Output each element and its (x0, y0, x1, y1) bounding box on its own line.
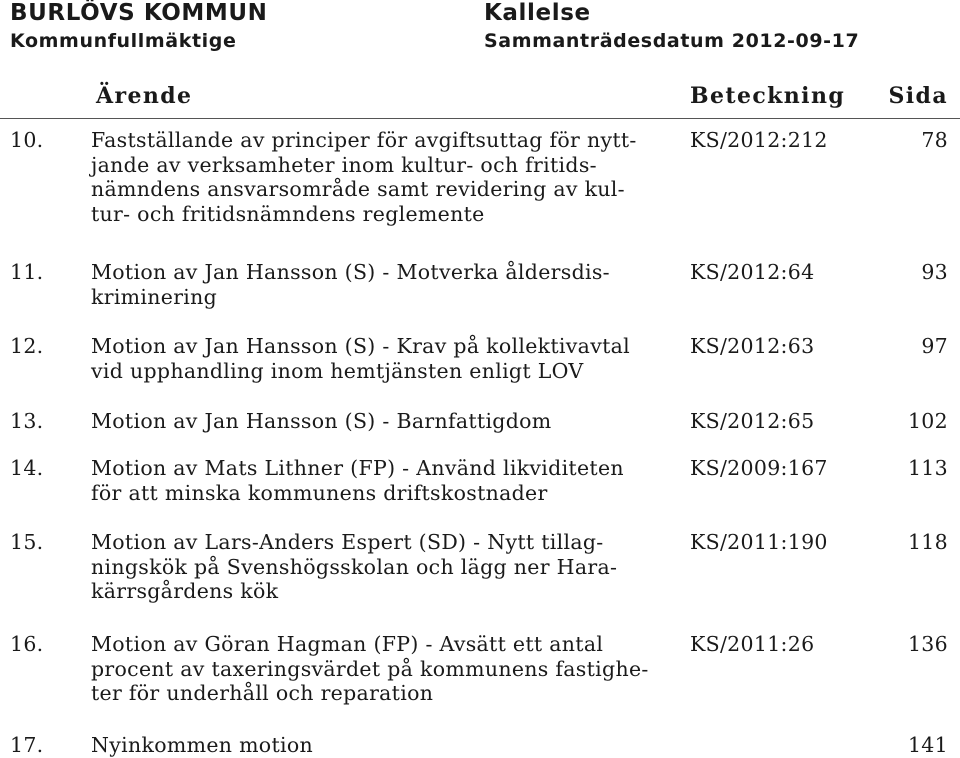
meeting-date: Sammanträdesdatum 2012-09-17 (484, 30, 860, 52)
agenda-item-page: 141 (907, 733, 948, 757)
agenda-item-title-line: Motion av Lars-Anders Espert (SD) - Nytt tillag- (91, 530, 604, 554)
agenda-item-page: 118 (907, 530, 948, 554)
agenda-item-reference: KS/2012:212 (690, 128, 828, 152)
column-header-arende: Ärende (96, 83, 193, 109)
org-name: BURLÖVS KOMMUN (10, 0, 268, 26)
agenda-item-number: 15. (10, 530, 44, 554)
header-divider (0, 118, 960, 119)
agenda-item-title-line: ter för underhåll och reparation (91, 681, 434, 705)
agenda-item-title-line: Motion av Mats Lithner (FP) - Använd likviditeten (91, 456, 624, 480)
agenda-item-title-line: nämndens ansvarsområde samt revidering av kul- (91, 177, 625, 201)
agenda-item-title (91, 530, 666, 604)
agenda-item-title-line: för att minska kommunens driftskostnader (91, 480, 548, 505)
agenda-item-title-line: Nyinkommen motion (91, 733, 313, 757)
agenda-item-title (91, 632, 666, 706)
agenda-item-title (91, 409, 666, 434)
document-type: Kallelse (484, 0, 591, 26)
agenda-item-reference: KS/2009:167 (690, 456, 828, 480)
agenda-item-title-line: ningskök på Svenshögsskolan och lägg ner Hara- (91, 554, 618, 579)
agenda-item-title-line: Fastställande av principer för avgiftsuttag för nytt- (91, 128, 637, 152)
agenda-item-title-line: Motion av Jan Hansson (S) - Motverka åldersdis- (91, 260, 610, 284)
agenda-item-title-line: Motion av Jan Hansson (S) - Krav på kollektivavtal (91, 334, 630, 358)
agenda-item-reference: KS/2012:65 (690, 409, 815, 433)
agenda-item-title (91, 456, 666, 505)
agenda-item-reference: KS/2012:63 (690, 334, 815, 358)
agenda-item-title (91, 260, 666, 309)
agenda-item-number: 10. (10, 128, 44, 152)
agenda-item-number: 11. (10, 260, 44, 284)
agenda-item-number: 16. (10, 632, 44, 656)
agenda-item-page: 93 (921, 260, 948, 284)
agenda-item-title-line: tur- och fritidsnämndens reglemente (91, 201, 485, 226)
agenda-item-reference: KS/2011:26 (690, 632, 815, 656)
agenda-item-page: 102 (907, 409, 948, 433)
agenda-item-title-line: kärrsgårdens kök (91, 579, 279, 603)
column-header-sida: Sida (888, 83, 948, 109)
org-subtitle: Kommunfullmäktige (10, 30, 237, 52)
agenda-item-title (91, 334, 666, 383)
agenda-item-reference: KS/2012:64 (690, 260, 815, 284)
agenda-item-reference: KS/2011:190 (690, 530, 828, 554)
agenda-item-title-line: Motion av Jan Hansson (S) - Barnfattigdom (91, 409, 552, 433)
agenda-item-page: 97 (921, 334, 948, 358)
agenda-item-title (91, 733, 666, 758)
agenda-item-page: 136 (907, 632, 948, 656)
agenda-item-number: 13. (10, 409, 44, 433)
agenda-item-page: 78 (921, 128, 948, 152)
agenda-item-number: 17. (10, 733, 44, 757)
agenda-item-page: 113 (907, 456, 948, 480)
agenda-item-number: 14. (10, 456, 44, 480)
column-header-beteckning: Beteckning (690, 83, 846, 109)
agenda-item-title-line: vid upphandling inom hemtjänsten enligt LOV (91, 358, 584, 383)
agenda-item-title-line: Motion av Göran Hagman (FP) - Avsätt ett antal (91, 632, 604, 656)
agenda-item-title (91, 128, 666, 226)
agenda-item-title-line: procent av taxeringsvärdet på kommunens fastighe- (91, 656, 649, 681)
agenda-item-title-line: jande av verksamheter inom kultur- och fritids- (91, 152, 597, 177)
agenda-item-number: 12. (10, 334, 44, 358)
agenda-item-title-line: kriminering (91, 284, 218, 309)
